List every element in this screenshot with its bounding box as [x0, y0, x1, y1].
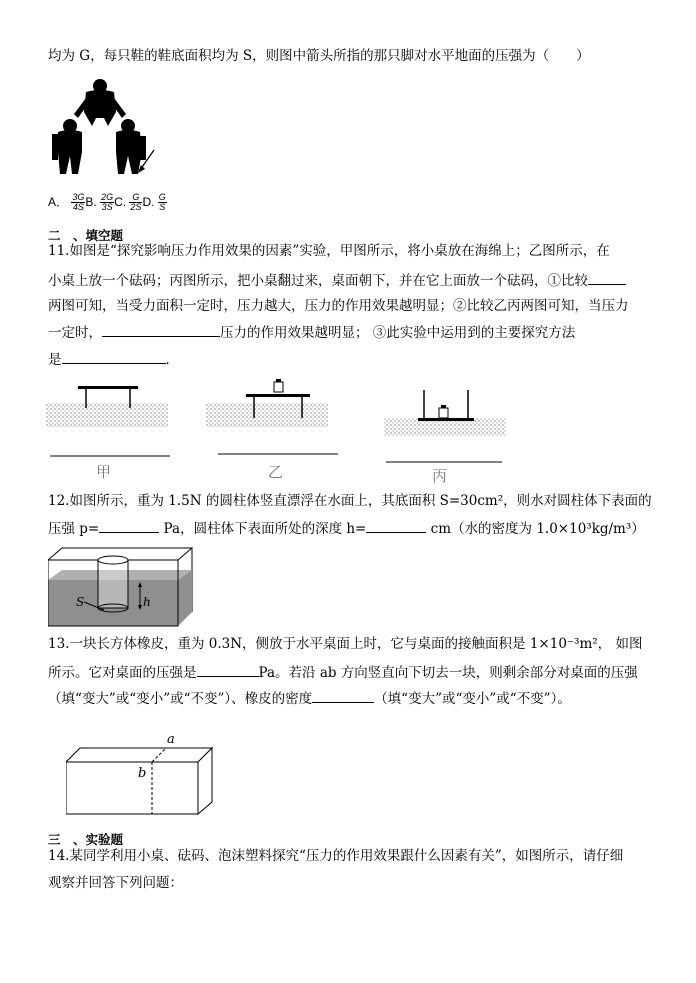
- q13-line2-text-b: Pa。若沿 ab 方向竖直向下切去一块，则剩余部分对桌面的压强: [258, 665, 638, 681]
- q13-blank-2[interactable]: [312, 688, 374, 703]
- q12-blank-1[interactable]: [99, 518, 159, 533]
- q12-line2-text-a: 压强 p=: [48, 521, 100, 537]
- option-b-label: B.: [85, 195, 97, 209]
- option-c-label: C.: [114, 195, 127, 209]
- q11-line4-text-b: 压力的作用效果越明显； ③此实验中运用到的主要探究方法: [220, 325, 576, 341]
- option-b-fraction: [100, 193, 114, 212]
- q13-line2-text-a: 所示。它对桌面的压强是: [48, 665, 197, 681]
- q11-text-line5: [48, 349, 179, 370]
- q12-text-line2: [48, 518, 645, 539]
- q13-text-line3: [48, 688, 571, 709]
- q13-blank-1[interactable]: [197, 662, 259, 677]
- q12-fig-label-h: h: [143, 595, 151, 609]
- option-d-label: D.: [142, 195, 155, 209]
- q12-line2-text-b: Pa，圆柱体下表面所处的深度 h=: [159, 521, 367, 537]
- option-d-fraction: [158, 193, 167, 212]
- q11-text-line3: 两图可知，当受力面积一定时，压力越大，压力的作用效果越明显；②比较乙丙两图可知，当压力: [48, 298, 629, 314]
- option-a-numerator: 3G: [72, 192, 85, 203]
- q14-text-line1: 14.某同学利用小桌、砝码、泡沫塑料探究“压力的作用效果跟什么因素有关”，如图所示，请仔细: [48, 848, 624, 864]
- option-b-numerator: 2G: [101, 192, 114, 203]
- q11-blank-3[interactable]: [62, 349, 166, 364]
- q11-line5-text-a: 是: [48, 352, 62, 368]
- q13-fig-label-a: a: [167, 732, 175, 747]
- q11-text-line2: [48, 270, 626, 291]
- q13-line3-text-a: （填“变大”或“变小”或“不变”）、橡皮的密度: [48, 691, 313, 707]
- q11-blank-1[interactable]: [588, 270, 626, 285]
- option-a-fraction: [71, 193, 85, 212]
- q12-fig-label-s: S: [76, 595, 85, 609]
- option-b-denominator: 3S: [101, 202, 113, 213]
- q13-text-line2: [48, 662, 638, 683]
- q11-line4-text-a: 一定时，: [48, 325, 102, 341]
- option-a-label: A．: [48, 195, 69, 209]
- option-d-denominator: S: [159, 202, 166, 213]
- stacked-people-figure: [48, 74, 158, 179]
- q11-blank-2[interactable]: [102, 322, 220, 337]
- q12-text-line1: 12.如图所示，重为 1.5N 的圆柱体竖直漂浮在水面上，其底面积 S=30cm²，则水对圆柱体下表面的: [48, 493, 652, 509]
- option-c-denominator: 2S: [130, 202, 142, 213]
- q11-line2-text: 小桌上放一个砝码；丙图所示，把小桌翻过来，桌面朝下，并在它上面放一个砝码，①比较: [48, 273, 588, 289]
- option-c-fraction: [129, 193, 142, 212]
- q13-fig-label-b: b: [138, 766, 147, 781]
- q11-fig-label-bing: 丙: [432, 467, 448, 485]
- q11-fig-label-yi: 乙: [268, 463, 284, 481]
- q11-fig-label-jia: 甲: [96, 463, 112, 481]
- q14-text-line2: 观察并回答下列问题：: [48, 875, 183, 891]
- section-2-title: 二 、填空题: [48, 228, 124, 243]
- q10-options: [48, 192, 167, 212]
- q11-text-line4: [48, 322, 575, 343]
- q12-line2-text-c: cm（水的密度为 1.0×10³kg/m³）: [426, 521, 645, 537]
- section-3-title: 三 、实验题: [48, 832, 124, 847]
- q13-line3-text-b: （填“变大”或“变小”或“不变”）。: [374, 691, 571, 707]
- q13-text-line1: 13.一块长方体橡皮，重为 0.3N，侧放于水平桌面上时，它与桌面的接触面积是 1×10⁻³m²， 如图: [48, 636, 643, 652]
- q11-text-line1: 11.如图是“探究影响压力作用效果的因素”实验，甲图所示，将小桌放在海绵上；乙图所示，在: [48, 243, 610, 259]
- option-d-numerator: G: [158, 192, 166, 203]
- q12-floating-cylinder-figure: [48, 546, 193, 628]
- q10-text-line1: 均为 G，每只鞋的鞋底面积均为 S，则图中箭头所指的那只脚对水平地面的压强为（ ）: [48, 48, 590, 64]
- option-a-denominator: 4S: [72, 202, 84, 213]
- option-c-numerator: G: [129, 193, 142, 203]
- q12-blank-2[interactable]: [366, 518, 426, 533]
- q11-line5-text-b: ．: [165, 352, 179, 368]
